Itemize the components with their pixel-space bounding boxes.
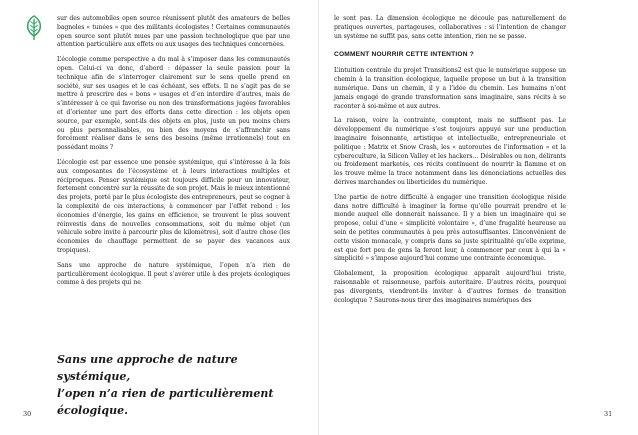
pullquote: [57, 351, 302, 419]
page-number-left: 30: [23, 410, 32, 418]
pullquote-line-2: l’open n’a rien de particulièrement écologique.: [57, 387, 274, 417]
left-paragraph-2: L’écologie comme perspective a du mal à s’imposer dans les communautés open. Celui-ci va donc, d’abord : dépasser la seule passion pour la technique afin de s’interroger clairement sur le sens quelle prend en société, sur ses usages et le cas échéant, ses effets. Il ne s’agit pas de se mettre à prescrire des « bons » usages et d’en interdire d’autres, mais de s’intéresser à ce qui favorise ou non des transformations jugées favorables et d’orienter une part des efforts dans cette direction : les objets open source, par exemple, sont-ils des objets en plus, juste un peu moins chers ou plus personnalisables, ou bien des moyens de s’affranchir sans forcément réaliser dans le sens des besoins (même irrationnels) tout en possédant moins ?: [57, 56, 290, 152]
right-paragraph-4: Globalement, la proposition écologique apparaît aujourd’hui triste, raisonnable et raisonneuse, parfois autoritaire. D’autres récits, pourquoi pas divergents, viendront-ils inviter à d’autres formes de transition écologique ? Saurons-nous tirer des imaginaires numériques des: [334, 270, 566, 304]
left-paragraph-4: Sans une approche de nature systémique, l’open n’a rien de particulièrement écologique. Il peut s’avérer utile à des projets écologiques comme à des projets qui ne: [57, 261, 290, 287]
right-paragraph-3: Une partie de notre difficulté à engager une transition écologique réside dans notre difficulté à imaginer la forme qu’elle pourrait prendre et le monde auquel elle donnerait naissance. Il y a bien un imaginaire qui se propose, celui d’une « simplicité volontaire », d’une frugalité heureuse au sein de petites communautés à peu près autosuffisantes. L’inconvénient de cette vision monacale, y compris dans sa juste spiritualité qu’elle exprime, est que fort peu de gens la feront leur, à commencer par ceux à qui la « simplicité » s’impose aujourd’hui comme une contrainte économique.: [334, 193, 566, 263]
left-text-column: [57, 15, 290, 294]
right-intro-paragraph: le sont pas. La dimension écologique ne découle pas naturellement de pratiques ouvertes, partageuses, collaboratives : si l’intention de changer un système ne suffit pas, sans cette intention, rien ne se passe.: [334, 15, 566, 40]
leaf-icon: [23, 15, 45, 41]
left-paragraph-3: L’écologie est par essence une pensée systémique, qui s’intéresse à la fois aux composantes de l’écosystème et à leurs interactions multiples et réciproques. Penser systémique est toujours difficile pour un innovateur, fortement concentré sur la réussite de son projet. Mais le mieux intentionné des projets, porté par le plus écologiste des entrepreneurs, peut se cogner à la complexité de ces interactions, à commencer par l’effet rebond : les économies d’énergie, les gains en efficience, se trouvent le plus souvent réinvestis dans de nouvelles consommations, soit du même objet (un véhicule sobre invite à parcourir plus de kilomètres), soit d’autre chose (les économies de chauffage permettent de se payer des vacances aux tropiques).: [57, 158, 290, 254]
right-paragraph-1: L’intuition centrale du projet Transitions2 est que le numérique suppose un chemin à la transition écologique, laquelle propose un but à la transition numérique. Dans un chemin, il y a l’idée du chemin. Les humains n’ont jamais engagé de grande transformation sans imaginaire, sans récits à se raconter à soi-même et aux autres.: [334, 67, 566, 110]
section-heading: COMMENT NOURRIR CETTE INTENTION ?: [334, 51, 474, 59]
page-number-right: 31: [604, 410, 613, 418]
right-text-column: [334, 15, 566, 311]
left-paragraph-1: sur des automobiles open source réunissent plutôt des amateurs de belles bagnoles « tunées » que des militants écologistes ! Certaines communautés open source sont plutôt mues par une passion technologique que par une attention particulière aux effets ou aux usages des techniques concernées.: [57, 15, 290, 49]
right-paragraph-2: La raison, voire la contrainte, comptent, mais ne suffisent pas. Le développement du numérique s’est toujours appuyé sur une production imaginaire foisonnante, artistique et intellectuelle, entrepreneuriale et politique : Matrix et Snow Crash, les « autoroutes de l’information » et la cybereculture, la Silicon Valley et les hackers… Désirables ou non, délirants ou froidement marketés, ces récits continuent de nourrir la flamme et on les trouve même la trace notamment dans les dénonciations actuelles des dérives marchandes ou liberticides du numérique.: [334, 117, 566, 186]
pullquote-line-1: Sans une approche de nature systémique,: [57, 353, 238, 383]
